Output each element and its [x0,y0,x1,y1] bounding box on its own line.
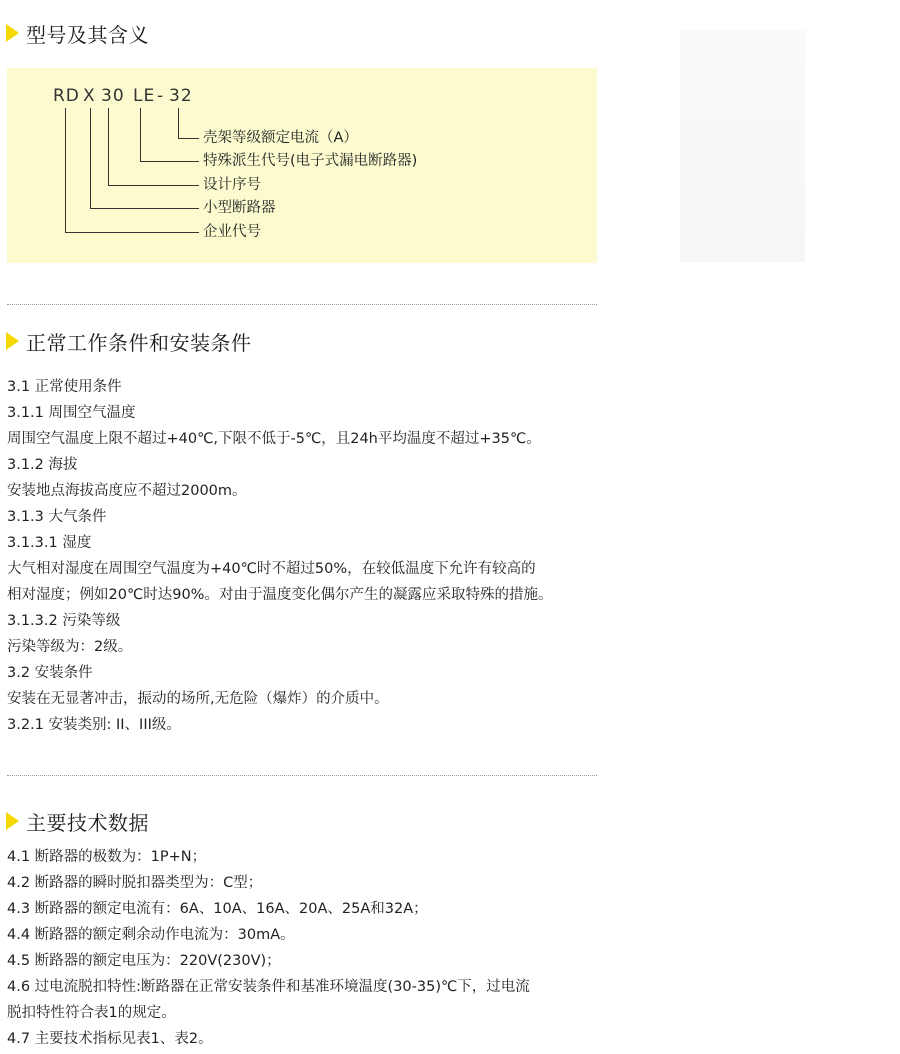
triangle-bullet-icon [6,24,19,42]
text-line: 3.1.1 周围空气温度 [7,405,136,421]
section-title: 型号及其含义 [26,22,149,47]
triangle-bullet-icon [6,812,19,830]
text-line: 大气相对湿度在周围空气温度为+40℃时不超过50%，在较低温度下允许有较高的 [7,561,536,577]
section-title: 主要技术数据 [26,810,149,835]
text-line: 3.1.2 海拔 [7,457,78,473]
text-line: 4.2 断路器的瞬时脱扣器类型为：C型； [7,875,263,891]
text-line: 安装地点海拔高度应不超过2000m。 [7,483,247,499]
text-line: 脱扣特性符合表1的规定。 [7,1005,176,1021]
text-line: 4.5 断路器的额定电压为：220V(230V)； [7,953,281,969]
text-line: 3.2.1 安装类别: II、III级。 [7,717,181,733]
section-heading-conditions [6,326,252,356]
text-line: 3.1.3.1 湿度 [7,535,92,551]
section-heading-tech [6,806,149,836]
text-line: 3.2 安装条件 [7,665,93,681]
text-line: 安装在无显著冲击，振动的场所,无危险（爆炸）的介质中。 [7,691,389,707]
code-rd: RD [53,86,80,106]
conditions-content [7,374,607,738]
text-line: 3.1.3.2 污染等级 [7,613,121,629]
text-line: 4.1 断路器的极数为：1P+N； [7,849,207,865]
section-title: 正常工作条件和安装条件 [26,330,252,355]
text-line: 3.1.3 大气条件 [7,509,107,525]
divider [7,304,597,305]
code-dash: - [157,86,165,106]
side-placeholder [680,30,805,262]
text-line: 4.6 过电流脱扣特性:断路器在正常安装条件和基准环境温度(30-35)℃下，过电流 [7,979,530,995]
text-line: 4.3 断路器的额定电流有：6A、10A、16A、20A、25A和32A； [7,901,428,917]
meaning-derivative-code: 特殊派生代号(电子式漏电断路器) [203,153,418,169]
code-30: 30 [101,86,125,106]
code-32: 32 [169,86,193,106]
text-line: 相对湿度；例如20℃时达90%。对由于温度变化偶尔产生的凝露应采取特殊的措施。 [7,587,553,603]
text-line: 污染等级为：2级。 [7,639,133,655]
meaning-company-code: 企业代号 [203,224,261,240]
triangle-bullet-icon [6,332,19,350]
text-line: 4.4 断路器的额定剩余动作电流为：30mA。 [7,927,295,943]
text-line: 4.7 主要技术指标见表1、表2。 [7,1031,213,1047]
meaning-rated-current: 壳架等级额定电流（A） [203,130,358,146]
model-code-diagram [7,68,597,263]
meaning-mcb: 小型断路器 [203,200,276,216]
bracket-line [65,108,199,233]
text-line: 周围空气温度上限不超过+40℃,下限不低于-5℃，且24h平均温度不超过+35℃。 [7,431,541,447]
tech-content [7,844,607,1052]
meaning-design-number: 设计序号 [203,177,261,193]
section-heading-model [6,18,149,48]
code-x: X [83,86,96,106]
text-line: 3.1 正常使用条件 [7,379,122,395]
divider [7,775,597,776]
code-le: LE [133,86,156,106]
